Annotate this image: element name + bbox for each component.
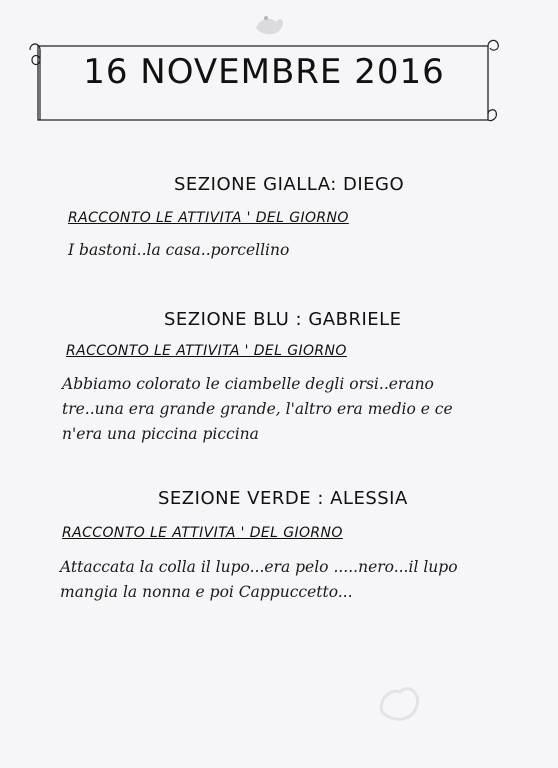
story-line: I bastoni..la casa..porcellino bbox=[68, 241, 290, 259]
section-heading-blu: SEZIONE BLU : GABRIELE bbox=[164, 309, 402, 330]
story-line: Attaccata la colla il lupo...era pelo .....nero...il lupo bbox=[60, 558, 458, 576]
story-text-blu bbox=[62, 372, 453, 447]
section-heading-gialla: SEZIONE GIALLA: DIEGO bbox=[174, 174, 405, 195]
section-heading-verde: SEZIONE VERDE : ALESSIA bbox=[158, 488, 408, 509]
activity-heading-blu: RACCONTO LE ATTIVITA ' DEL GIORNO bbox=[66, 343, 347, 359]
story-line: n'era una piccina piccina bbox=[62, 425, 259, 443]
story-line: Abbiamo colorato le ciambelle degli orsi..erano bbox=[62, 375, 434, 393]
story-line: mangia la nonna e poi Cappuccetto... bbox=[60, 583, 353, 601]
watermark-smudge-bottom bbox=[370, 672, 430, 732]
story-text-verde bbox=[60, 555, 458, 605]
story-line: tre..una era grande grande, l'altro era medio e ce bbox=[62, 400, 453, 418]
page-title: 16 NOVEMBRE 2016 bbox=[83, 52, 445, 92]
activity-heading-gialla: RACCONTO LE ATTIVITA ' DEL GIORNO bbox=[68, 210, 349, 226]
story-text-gialla bbox=[68, 238, 289, 263]
activity-heading-verde: RACCONTO LE ATTIVITA ' DEL GIORNO bbox=[62, 525, 343, 541]
ink-smudge-top bbox=[250, 10, 290, 40]
